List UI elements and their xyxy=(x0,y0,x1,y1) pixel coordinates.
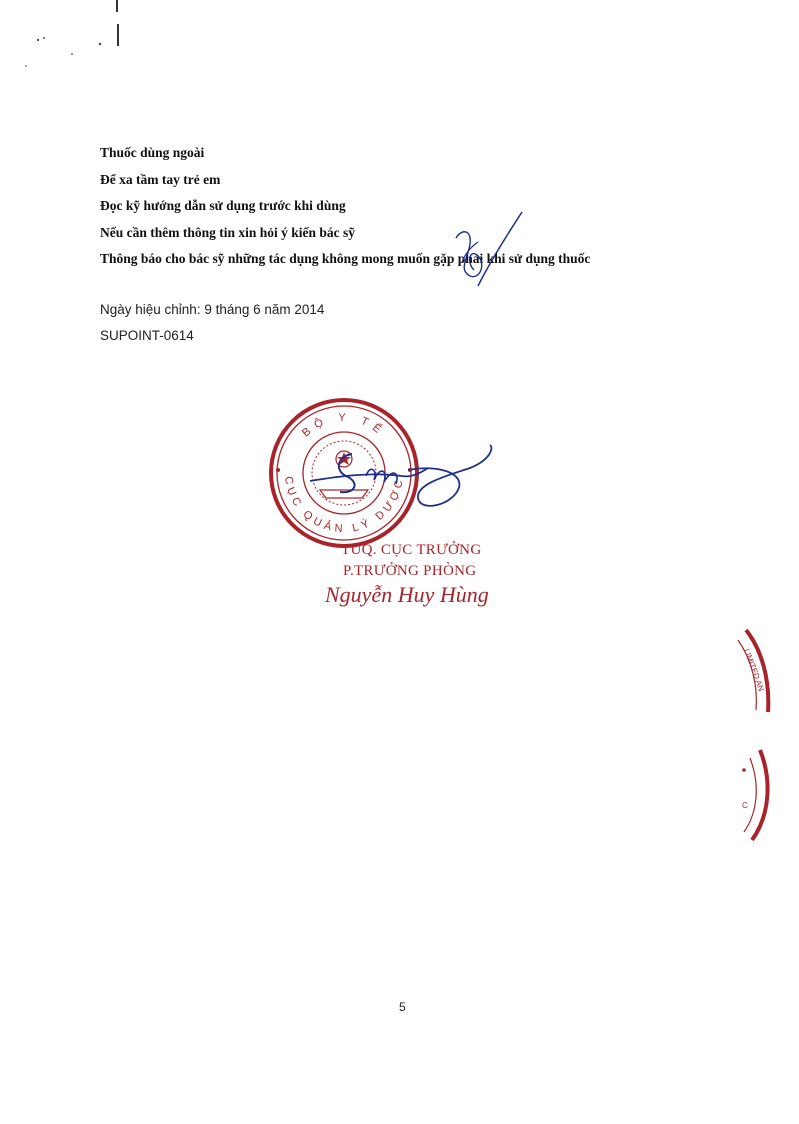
side-stamp-dot xyxy=(742,768,746,772)
warning-report-side-effects: Thông báo cho bác sỹ những tác dụng không mong muốn gặp phải khi sử dụng thuốc xyxy=(100,251,591,266)
stamp-title: TUQ. CỤC TRƯỞNG xyxy=(341,542,482,558)
warning-read-instructions: Đọc kỹ hướng dẫn sử dụng trước khi dùng xyxy=(100,198,346,213)
seal-ring-top-text: BỘ Y TẾ xyxy=(300,411,388,440)
stamp-signatory-name: Nguyễn Huy Hùng xyxy=(325,582,489,607)
document-code: SUPOINT-0614 xyxy=(100,328,194,343)
seal-center-ring xyxy=(303,432,385,514)
warning-keep-away-children: Để xa tầm tay trẻ em xyxy=(100,171,221,187)
revision-date: Ngày hiệu chỉnh: 9 tháng 6 năm 2014 xyxy=(100,302,325,317)
scan-speck xyxy=(71,53,73,55)
side-stamp-ring xyxy=(746,630,768,712)
scan-mark-vertical xyxy=(116,0,118,12)
seal-inner-ring xyxy=(277,406,411,540)
seal-separator-dot xyxy=(408,468,412,472)
side-stamp-ring xyxy=(738,640,756,710)
scan-speck xyxy=(99,43,102,46)
signature-stroke xyxy=(310,468,428,481)
scan-mark-vertical xyxy=(117,24,119,46)
seal-emblem-sun xyxy=(336,451,352,467)
page-number: 5 xyxy=(399,1000,406,1014)
side-stamp-ring xyxy=(744,758,756,832)
seal-emblem-base xyxy=(320,490,368,498)
document-meta xyxy=(100,297,324,349)
seal-emblem-outline xyxy=(312,441,376,505)
warning-ask-doctor: Nếu cần thêm thông tin xin hỏi ý kiến bác sỹ xyxy=(100,224,356,240)
seal-outer-ring xyxy=(271,400,417,546)
warning-list xyxy=(100,140,590,273)
side-stamp-ring xyxy=(752,750,768,840)
side-stamp-text: LIMITED AN xyxy=(742,647,766,693)
signature-stroke xyxy=(408,445,491,506)
signature-stroke xyxy=(366,469,397,484)
seal-emblem-star xyxy=(337,452,351,465)
side-stamp-letter: C xyxy=(742,801,748,810)
seal-ring-bottom-text: CỤC QUẢN LÝ DƯỢC xyxy=(281,475,407,536)
warning-external-use: Thuốc dùng ngoài xyxy=(100,145,205,160)
stamp-role: P.TRƯỞNG PHÒNG xyxy=(343,563,477,579)
signature-stroke xyxy=(339,454,355,492)
scan-speck xyxy=(37,39,39,41)
scan-speck xyxy=(43,37,45,39)
scan-speck xyxy=(25,65,27,67)
seal-separator-dot xyxy=(276,468,280,472)
